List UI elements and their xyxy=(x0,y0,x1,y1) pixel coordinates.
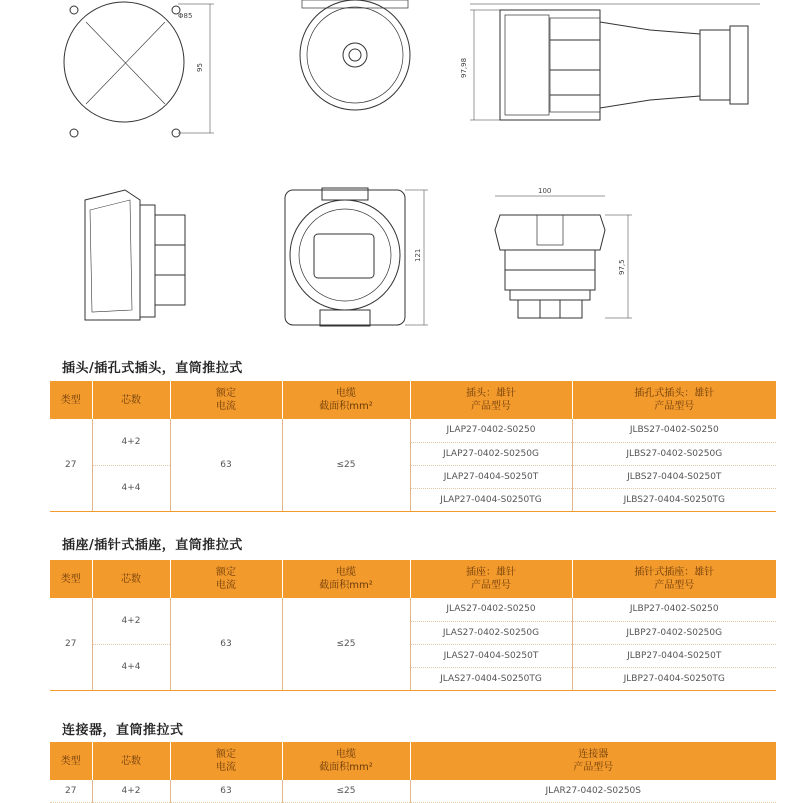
header-cable: 电缆 截面积mm² xyxy=(282,742,410,780)
socket-front-view-drawing xyxy=(285,188,428,326)
cores-cell: 4+2 xyxy=(92,780,170,802)
cable-cell: ≤25 xyxy=(282,419,410,511)
cores-cell: 4+4 xyxy=(92,465,170,511)
dim-97-98: 97,98 xyxy=(460,57,468,78)
header-model: 连接器 产品型号 xyxy=(410,742,776,780)
header-current: 额定 电流 xyxy=(170,381,282,419)
header-cores: 芯数 xyxy=(92,560,170,598)
section-title-socket: 插座/插针式插座，直筒推拉式 xyxy=(62,538,243,553)
header-cable: 电缆 截面积mm² xyxy=(282,381,410,419)
model-cell: JLBP27-0402-S0250G xyxy=(572,621,776,644)
model-cell: JLBP27-0404-S0250T xyxy=(572,644,776,667)
model-cell: JLBS27-0404-S0250TG xyxy=(572,488,776,511)
model-cell: JLBP27-0404-S0250TG xyxy=(572,667,776,690)
header-male: 插座：雄针 产品型号 xyxy=(410,560,572,598)
connector-side-view-drawing xyxy=(495,196,632,318)
type-cell: 27 xyxy=(50,780,92,802)
header-type: 类型 xyxy=(50,742,92,780)
header-cores: 芯数 xyxy=(92,742,170,780)
current-cell: 63 xyxy=(170,598,282,690)
model-cell: JLAS27-0402-S0250G xyxy=(410,621,572,644)
cable-cell: ≤25 xyxy=(282,780,410,802)
section-title-connector: 连接器，直筒推拉式 xyxy=(62,723,184,738)
header-cores: 芯数 xyxy=(92,381,170,419)
model-cell: JLAP27-0402-S0250 xyxy=(410,419,572,442)
current-cell: 63 xyxy=(170,419,282,511)
type-cell: 27 xyxy=(50,598,92,690)
model-cell: JLAS27-0404-S0250T xyxy=(410,644,572,667)
model-cell: JLAR27-0402-S0250S xyxy=(410,780,776,802)
dim-95: 95 xyxy=(196,63,204,72)
technical-drawings xyxy=(0,0,800,340)
header-type: 类型 xyxy=(50,560,92,598)
dim-121: 121 xyxy=(414,248,422,262)
plug-spec-table xyxy=(50,381,776,512)
section-title-plug: 插头/插孔式插头，直筒推拉式 xyxy=(62,361,243,376)
dim-phi85: Φ85 xyxy=(178,12,193,20)
header-cable: 电缆 截面积mm² xyxy=(282,560,410,598)
model-cell: JLBS27-0402-S0250G xyxy=(572,442,776,465)
connector-spec-table xyxy=(50,742,776,803)
header-female: 插针式插座：雄针 产品型号 xyxy=(572,560,776,598)
model-cell: JLAS27-0402-S0250 xyxy=(410,598,572,621)
model-cell: JLBS27-0402-S0250 xyxy=(572,419,776,442)
dim-97-5: 97,5 xyxy=(618,259,626,275)
socket-spec-table xyxy=(50,560,776,691)
type-cell: 27 xyxy=(50,419,92,511)
header-current: 额定 电流 xyxy=(170,560,282,598)
model-cell: JLAP27-0404-S0250TG xyxy=(410,488,572,511)
model-cell: JLAS27-0404-S0250TG xyxy=(410,667,572,690)
model-cell: JLBP27-0402-S0250 xyxy=(572,598,776,621)
header-female: 插孔式插头：雄针 产品型号 xyxy=(572,381,776,419)
header-type: 类型 xyxy=(50,381,92,419)
cores-cell: 4+2 xyxy=(92,598,170,644)
panel-cutout-drawing xyxy=(64,2,214,137)
cable-cell: ≤25 xyxy=(282,598,410,690)
socket-side-view-drawing xyxy=(85,190,185,320)
header-current: 额定 电流 xyxy=(170,742,282,780)
socket-top-view-drawing xyxy=(300,0,410,110)
cores-cell: 4+2 xyxy=(92,419,170,465)
model-cell: JLAP27-0404-S0250T xyxy=(410,465,572,488)
current-cell: 63 xyxy=(170,780,282,802)
dim-100: 100 xyxy=(538,187,552,195)
model-cell: JLBS27-0404-S0250T xyxy=(572,465,776,488)
cores-cell: 4+4 xyxy=(92,644,170,690)
plug-side-view-drawing xyxy=(470,4,760,120)
model-cell: JLAP27-0402-S0250G xyxy=(410,442,572,465)
header-male: 插头：雄针 产品型号 xyxy=(410,381,572,419)
